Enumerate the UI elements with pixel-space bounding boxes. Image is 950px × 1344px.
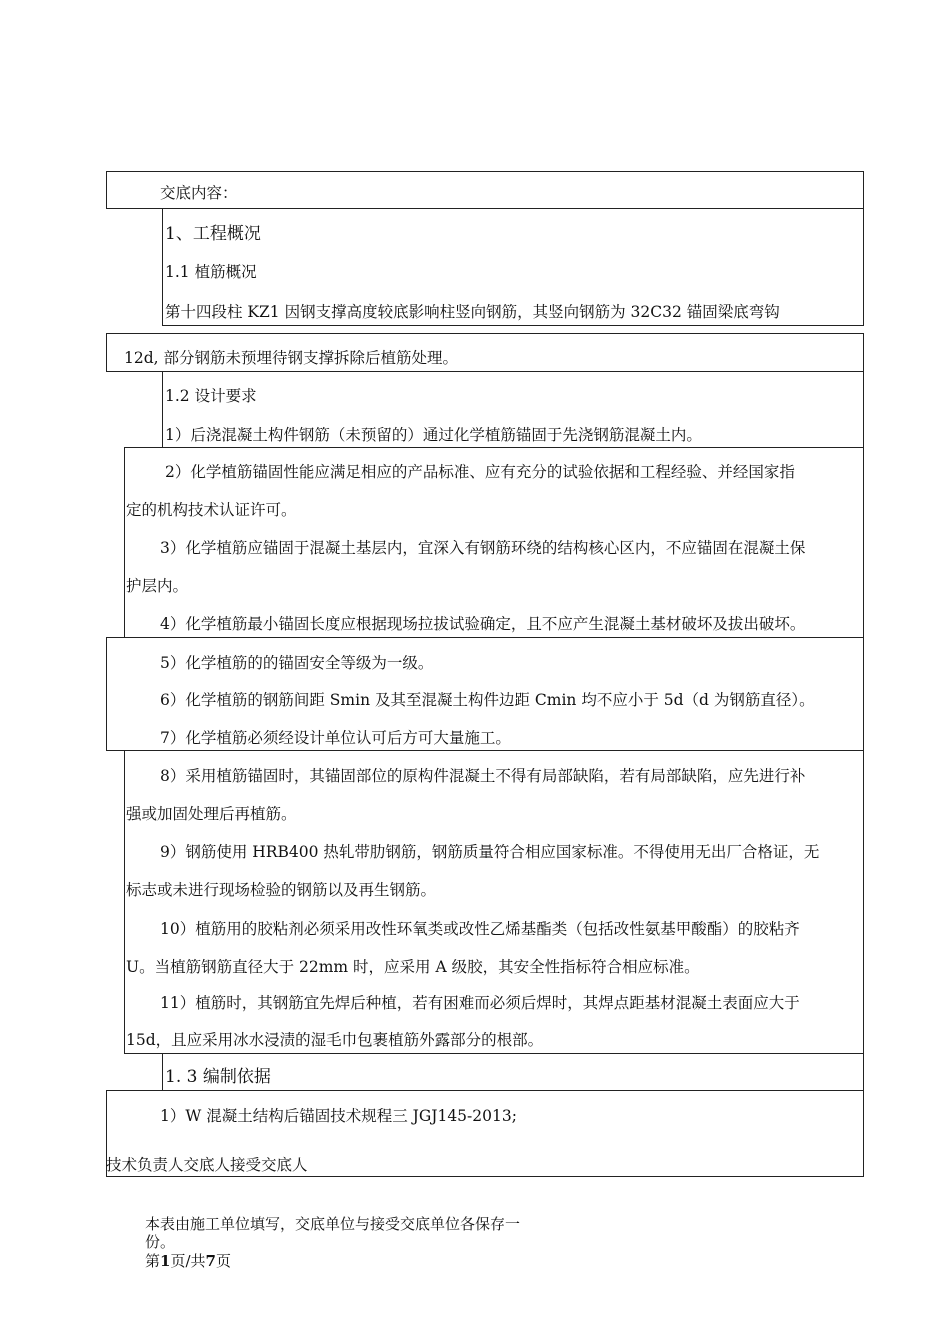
requirement-5: 5）化学植筋的的锚固安全等级为一级。 [160,654,434,672]
requirement-9-line-1: 9）钢筋使用 HRB400 热轧带肋钢筋，钢筋质量符合相应国家标准。不得使用无出厂合格证，无 [160,843,820,861]
requirement-2-line-1: 2）化学植筋锚固性能应满足相应的产品标准、应有充分的试验依据和工程经验、并经国家指 [165,463,795,481]
page-mid: 页/共 [170,1252,206,1270]
section-1-heading: 1、工程概况 [165,224,261,244]
basis-item-1: 1）W 混凝土结构后锚固技术规程三 JGJ145-2013; [160,1107,517,1125]
requirement-3-line-1: 3）化学植筋应锚固于混凝土基层内，宜深入有钢筋环绕的结构核心区内，不应锚固在混凝土保 [160,539,806,557]
requirement-6: 6）化学植筋的钢筋间距 Smin 及其至混凝土构件边距 Cmin 均不应小于 5d（d 为钢筋直径）。 [160,691,815,709]
page-number [145,1252,231,1270]
overview-line-1: 第十四段柱 KZ1 因钢支撑高度较底影响柱竖向钢筋，其竖向钢筋为 32C32 锚固梁底弯钩 [165,303,780,321]
requirement-1: 1）后浇混凝土构件钢筋（未预留的）通过化学植筋锚固于先浇钢筋混凝土内。 [165,426,702,444]
signature-line: 技术负责人交底人接受交底人 [106,1156,308,1174]
section-title: 交底内容： [160,184,238,202]
section-1-3-heading: 1. 3 编制依据 [165,1067,271,1087]
page-total: 7 [205,1252,216,1270]
requirement-4: 4）化学植筋最小锚固长度应根据现场拉拔试验确定，且不应产生混凝土基材破坏及拔出破坏。 [160,615,806,633]
requirement-3-line-2: 护层内。 [126,577,189,595]
requirement-10-line-1: 10）植筋用的胶粘剂必须采用改性环氧类或改性乙烯基酯类（包括改性氨基甲酸酯）的胶粘齐 [160,920,800,938]
footer-note-line-2: 份。 [145,1233,176,1251]
overview-line-2: 12d, 部分钢筋未预埋待钢支撑拆除后植筋处理。 [124,349,459,367]
requirement-8-line-1: 8）采用植筋锚固时，其锚固部位的原构件混凝土不得有局部缺陷，若有局部缺陷，应先进行补 [160,767,806,785]
page-suffix: 页 [215,1252,231,1270]
requirement-2-line-2: 定的机构技术认证许可。 [126,501,297,519]
subsection-1-1: 1.1 植筋概况 [165,263,257,281]
footer-note-line-1: 本表由施工单位填写，交底单位与接受交底单位各保存一 [145,1215,521,1233]
requirement-8-line-2: 强或加固处理后再植筋。 [126,805,297,823]
requirement-11-line-2: 15d，且应采用冰水浸渍的湿毛巾包裹植筋外露部分的根部。 [126,1031,544,1049]
requirement-11-line-1: 11）植筋时，其钢筋宜先焊后种植，若有困难而必须后焊时，其焊点距基材混凝土表面应大于 [160,994,800,1012]
requirement-7: 7）化学植筋必须经设计单位认可后方可大量施工。 [160,729,511,747]
requirement-9-line-2: 标志或未进行现场检验的钢筋以及再生钢筋。 [126,881,437,899]
page-current: 1 [160,1252,171,1270]
page-prefix: 第 [145,1252,161,1270]
subsection-1-2: 1.2 设计要求 [165,387,257,405]
requirement-10-line-2: U。当植筋钢筋直径大于 22mm 时，应采用 A 级胶，其安全性指标符合相应标准。 [126,958,700,976]
